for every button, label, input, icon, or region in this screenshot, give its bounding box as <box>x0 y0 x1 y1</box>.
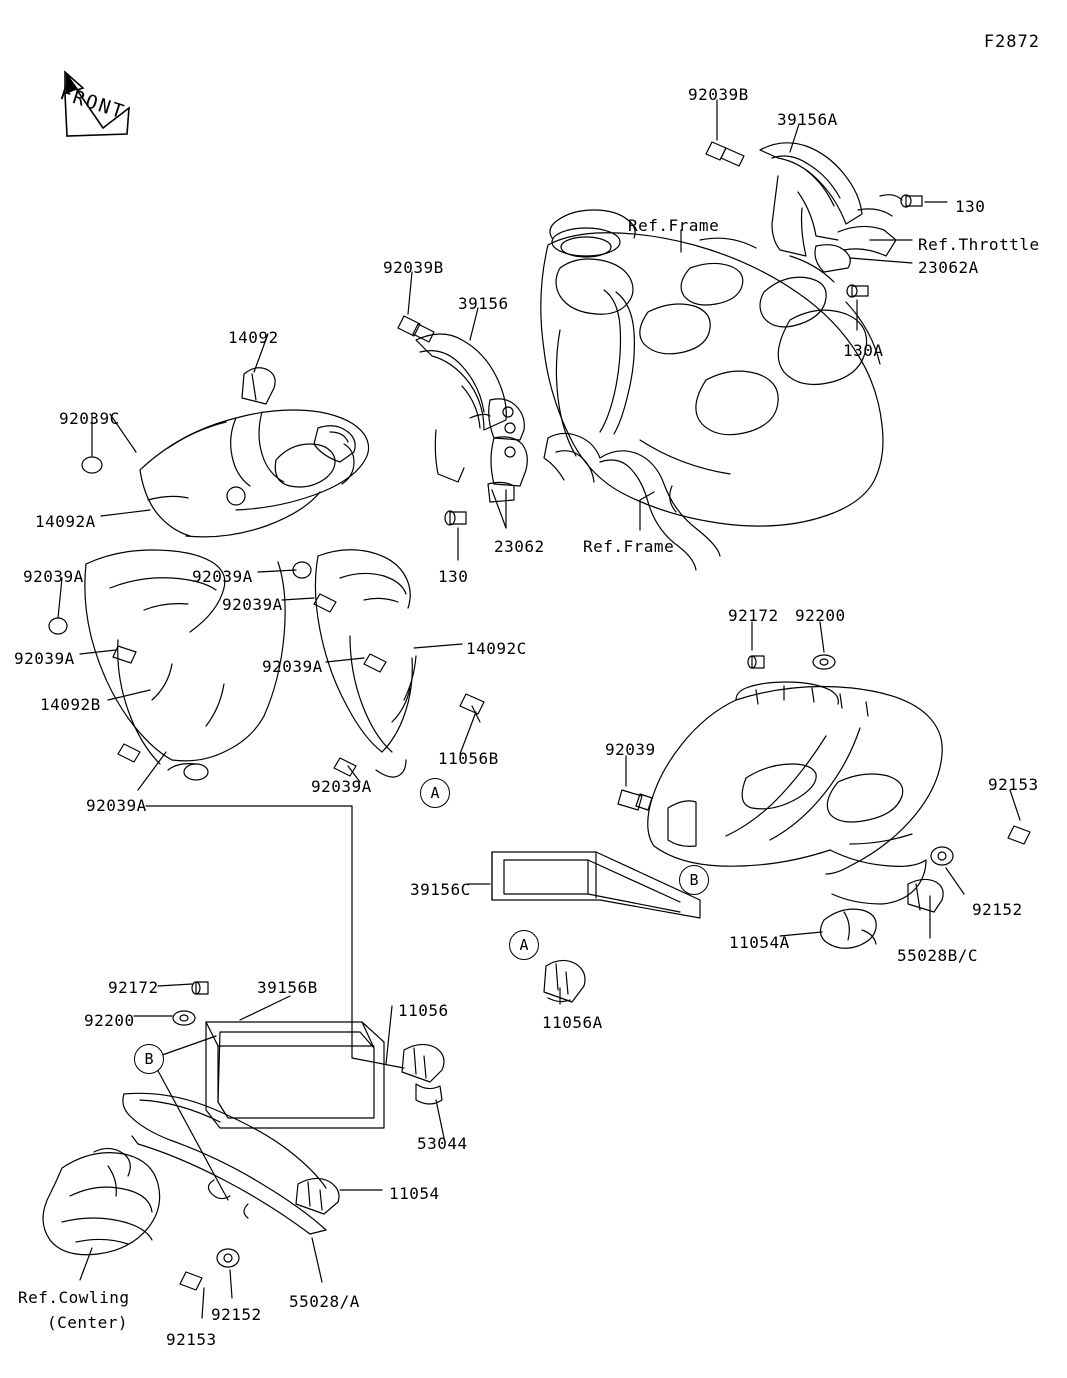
callout-55028bc: 55028B/C <box>897 946 979 965</box>
callout-ref-cowling: Ref.Cowling <box>18 1288 130 1307</box>
callout-92039a-2: 92039A <box>192 567 253 586</box>
callout-92039a-6: 92039A <box>311 777 372 796</box>
callout-23062a: 23062A <box>918 258 979 277</box>
callout-92172-right: 92172 <box>728 606 779 625</box>
callout-39156c: 39156C <box>410 880 471 899</box>
callout-55028a: 55028/A <box>289 1292 360 1311</box>
front-label: FRONT <box>57 82 128 124</box>
callout-130-upper: 130 <box>955 197 986 216</box>
callout-11054: 11054 <box>389 1184 440 1203</box>
callout-92039b-mid: 92039B <box>383 258 444 277</box>
callout-23062: 23062 <box>494 537 545 556</box>
callout-14092a: 14092A <box>35 512 96 531</box>
callout-39156: 39156 <box>458 294 509 313</box>
callout-92152-right: 92152 <box>972 900 1023 919</box>
callout-130a: 130A <box>843 341 884 360</box>
callout-130-mid: 130 <box>438 567 469 586</box>
callout-92153-right: 92153 <box>988 775 1039 794</box>
callout-39156a: 39156A <box>777 110 838 129</box>
callout-14092c: 14092C <box>466 639 527 658</box>
callout-11054a: 11054A <box>729 933 790 952</box>
callout-ref-cowling-center: (Center) <box>47 1313 129 1332</box>
callout-92039a-1: 92039A <box>23 567 84 586</box>
callout-ref-throttle: Ref.Throttle <box>918 235 1040 254</box>
callout-11056b: 11056B <box>438 749 499 768</box>
callout-92200-right: 92200 <box>795 606 846 625</box>
marker-b-2: B <box>134 1044 164 1074</box>
callout-92039a-7: 92039A <box>86 796 147 815</box>
callout-92039b-top: 92039B <box>688 85 749 104</box>
callout-ref-frame-top: Ref.Frame <box>628 216 720 235</box>
callout-53044: 53044 <box>417 1134 468 1153</box>
callout-39156b: 39156B <box>257 978 318 997</box>
callout-92039a-5: 92039A <box>262 657 323 676</box>
callout-92039a-4: 92039A <box>14 649 75 668</box>
callout-11056a: 11056A <box>542 1013 603 1032</box>
callout-92172-bottom: 92172 <box>108 978 159 997</box>
marker-a-2: A <box>509 930 539 960</box>
callout-92200-bottom: 92200 <box>84 1011 135 1030</box>
callout-92153-bottom: 92153 <box>166 1330 217 1349</box>
callout-14092b: 14092B <box>40 695 101 714</box>
callout-92039c: 92039C <box>59 409 120 428</box>
callout-11056: 11056 <box>398 1001 449 1020</box>
callout-14092: 14092 <box>228 328 279 347</box>
callout-92039: 92039 <box>605 740 656 759</box>
callout-92152-bottom: 92152 <box>211 1305 262 1324</box>
marker-b-1: B <box>679 865 709 895</box>
callout-ref-frame-bottom: Ref.Frame <box>583 537 675 556</box>
document-id: F2872 <box>983 32 1040 52</box>
marker-a-1: A <box>420 778 450 808</box>
callout-92039a-3: 92039A <box>222 595 283 614</box>
